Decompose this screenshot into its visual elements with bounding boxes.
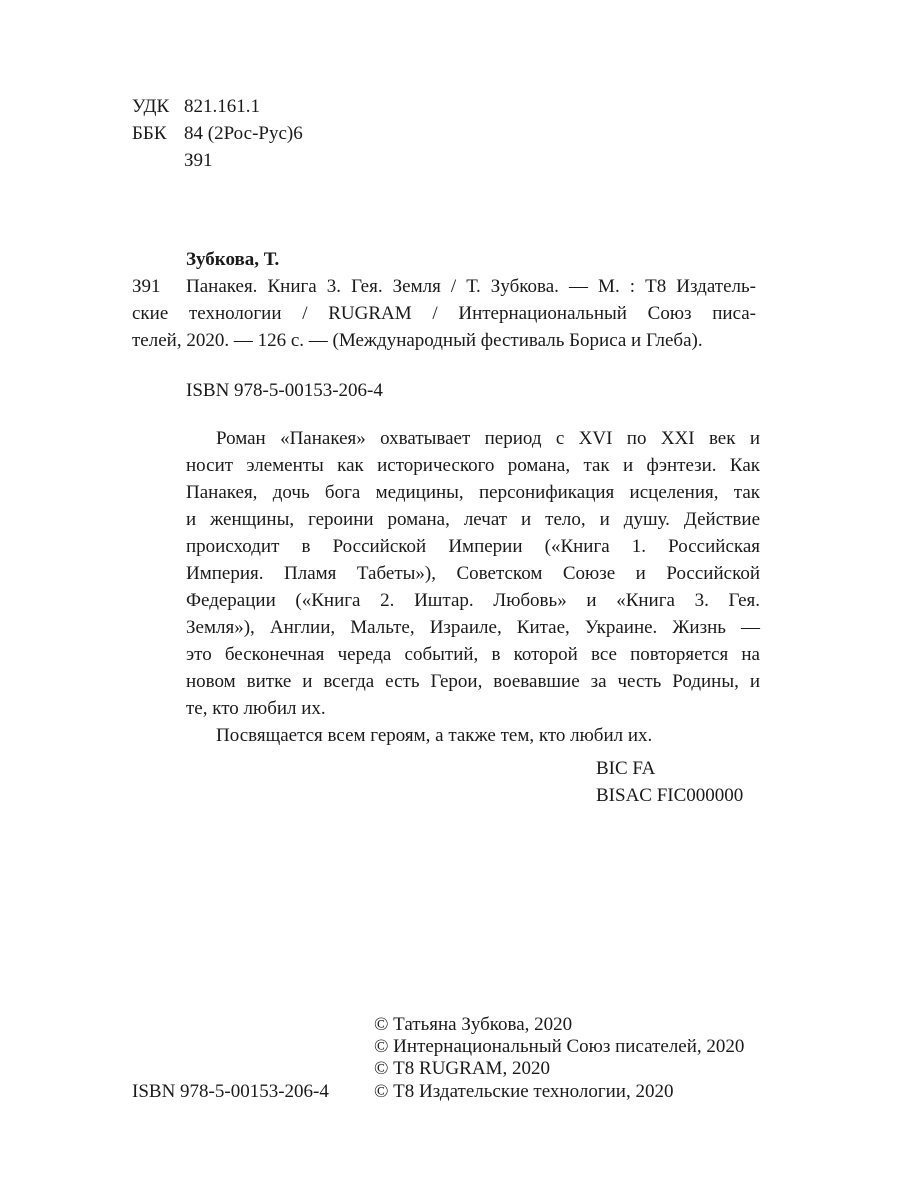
copyright-line: © Татьяна Зубкова, 2020: [374, 1014, 573, 1035]
author-name: Зубкова, Т.: [186, 249, 280, 270]
annotation-line: Панакея, дочь бога медицины, персонификация исцеления, так: [186, 482, 760, 503]
bic-code: BIC FA: [596, 758, 656, 779]
annotation-line: это бесконечная череда событий, в которой все повторяется на: [186, 644, 760, 665]
annotation-line: Земля»), Англии, Мальте, Израиле, Китае, Украине. Жизнь —: [186, 617, 760, 638]
udk-value: 821.161.1: [184, 96, 260, 117]
bisac-code: BISAC FIC000000: [596, 785, 744, 806]
annotation-line: носит элементы как исторического романа, так и фэнтези. Как: [186, 455, 760, 476]
bib-line: телей, 2020. — 126 с. — (Международный фестиваль Бориса и Глеба).: [132, 330, 703, 351]
bbk-label: ББК: [132, 123, 167, 144]
annotation-line: и женщины, героини романа, лечат и тело, и душу. Действие: [186, 509, 760, 530]
bbk-value: 84 (2Рос-Рус)6: [184, 123, 303, 144]
annotation-line: новом витке и всегда есть Герои, воевавшие за честь Родины, и: [186, 671, 760, 692]
copyright-line: © Т8 Издательские технологии, 2020: [374, 1081, 674, 1102]
udk-label: УДК: [132, 96, 170, 117]
annotation-line: Империя. Пламя Табеты»), Советском Союзе и Российской: [186, 563, 760, 584]
annotation-line: Федерации («Книга 2. Иштар. Любовь» и «Книга 3. Гея.: [186, 590, 760, 611]
bib-line: Панакея. Книга 3. Гея. Земля / Т. Зубкова. — М. : Т8 Издатель-: [186, 276, 756, 297]
dedication: Посвящается всем героям, а также тем, кто любил их.: [216, 725, 653, 746]
bib-line: ские технологии / RUGRAM / Интернациональный Союз писа-: [132, 303, 756, 324]
author-mark: З91: [184, 150, 213, 171]
footer-isbn: ISBN 978-5-00153-206-4: [132, 1081, 329, 1102]
annotation-line: те, кто любил их.: [186, 698, 326, 719]
isbn-record: ISBN 978-5-00153-206-4: [186, 380, 383, 401]
copyright-line: © Интернациональный Союз писателей, 2020: [374, 1036, 745, 1057]
udk-line: [132, 96, 260, 118]
annotation: [186, 428, 760, 747]
annotation-line: происходит в Российской Империи («Книга 1. Российская: [186, 536, 760, 557]
copyright-line: © Т8 RUGRAM, 2020: [374, 1058, 550, 1079]
bbk-line: [132, 123, 303, 145]
annotation-line: Роман «Панакея» охватывает период с XVI по XXI век и: [216, 428, 760, 449]
call-mark: З91: [132, 276, 161, 297]
